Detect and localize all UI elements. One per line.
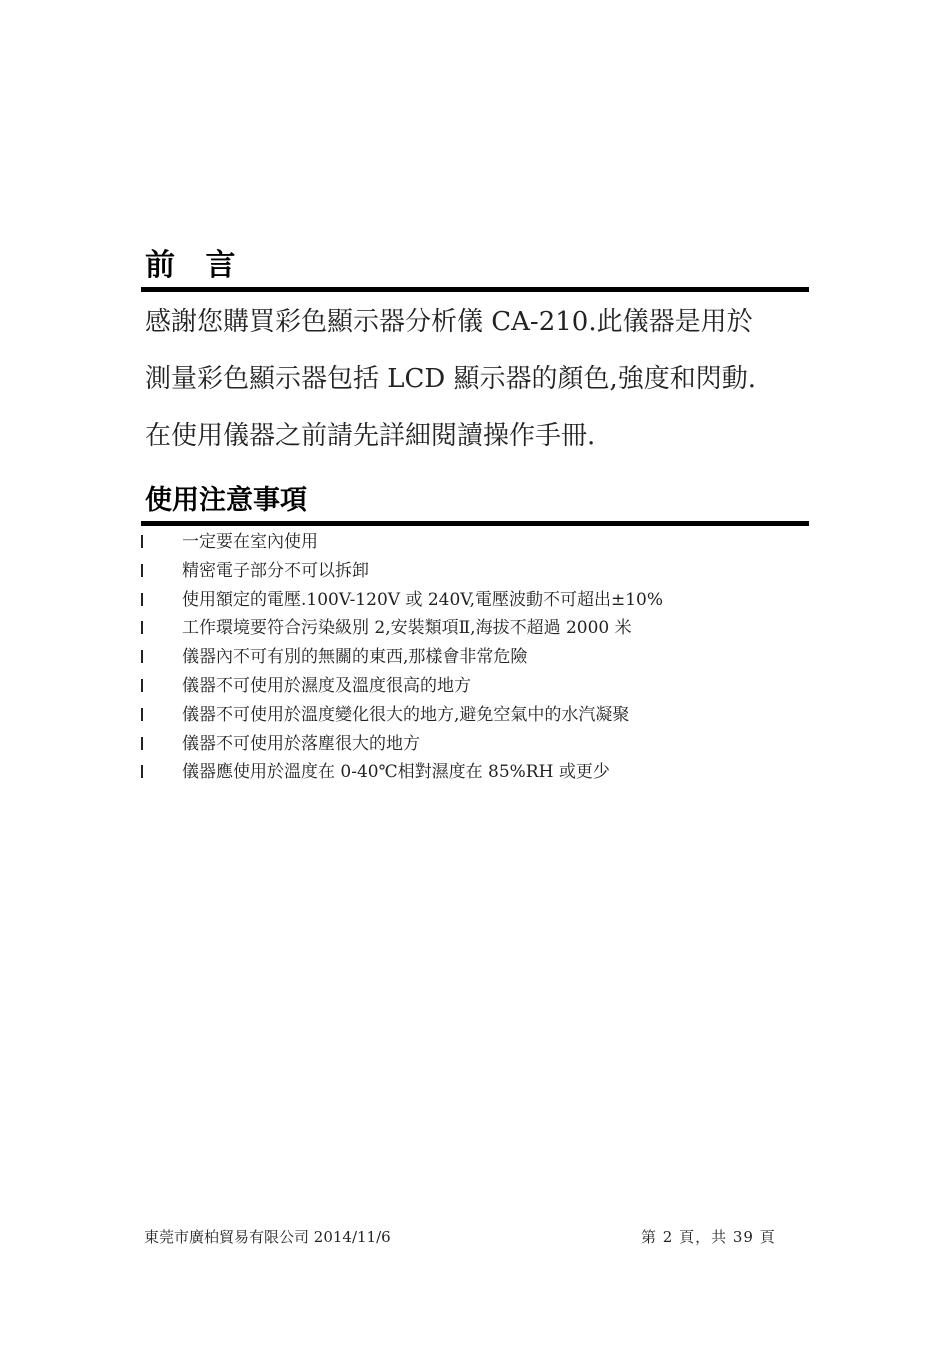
footer-company-date: 東莞市廣柏貿易有限公司 2014/11/6 bbox=[144, 1228, 391, 1246]
bullet-icon bbox=[141, 593, 143, 606]
list-item bbox=[141, 701, 781, 730]
list-item-text: 使用額定的電壓.100V-120V 或 240V,電壓波動不可超出±10% bbox=[182, 589, 664, 610]
list-item bbox=[141, 758, 781, 787]
list-item-text: 儀器不可使用於濕度及溫度很高的地方 bbox=[182, 675, 471, 696]
preface-line: 在使用儀器之前請先詳細閱讀操作手冊. bbox=[145, 421, 596, 451]
list-item bbox=[141, 557, 781, 586]
usage-notes-heading: 使用注意事項 bbox=[145, 485, 307, 516]
list-item-text: 儀器應使用於溫度在 0-40℃相對濕度在 85%RH 或更少 bbox=[182, 762, 610, 783]
list-item bbox=[141, 672, 781, 701]
bullet-icon bbox=[141, 621, 143, 634]
list-item-text: 儀器不可使用於落塵很大的地方 bbox=[182, 733, 420, 754]
list-item bbox=[141, 586, 781, 615]
list-item-text: 精密電子部分不可以拆卸 bbox=[182, 560, 369, 581]
preface-paragraph bbox=[145, 301, 825, 472]
list-item-text: 儀器內不可有別的無關的東西,那樣會非常危險 bbox=[182, 647, 528, 668]
bullet-icon bbox=[141, 650, 143, 663]
preface-heading: 前 言 bbox=[145, 248, 246, 283]
list-item bbox=[141, 730, 781, 759]
bullet-icon bbox=[141, 708, 143, 721]
bullet-icon bbox=[141, 535, 143, 548]
footer-page-number: 第 2 頁，共 39 頁 bbox=[641, 1228, 776, 1246]
preface-line: 感謝您購買彩色顯示器分析儀 CA-210.此儀器是用於 bbox=[145, 307, 753, 337]
list-item bbox=[141, 528, 781, 557]
list-item bbox=[141, 614, 781, 643]
list-item bbox=[141, 643, 781, 672]
bullet-icon bbox=[141, 737, 143, 750]
list-item-text: 儀器不可使用於溫度變化很大的地方,避免空氣中的水汽凝聚 bbox=[182, 704, 630, 725]
list-item-text: 工作環境要符合污染級別 2,安裝類項Ⅱ,海拔不超過 2000 米 bbox=[182, 618, 632, 639]
bullet-icon bbox=[141, 765, 143, 778]
preface-line: 測量彩色顯示器包括 LCD 顯示器的顏色,強度和閃動. bbox=[145, 364, 757, 394]
bullet-icon bbox=[141, 679, 143, 692]
heading-rule bbox=[141, 287, 809, 292]
heading-rule bbox=[141, 521, 809, 526]
bullet-icon bbox=[141, 564, 143, 577]
usage-notes-list bbox=[141, 528, 781, 787]
list-item-text: 一定要在室內使用 bbox=[182, 532, 318, 552]
